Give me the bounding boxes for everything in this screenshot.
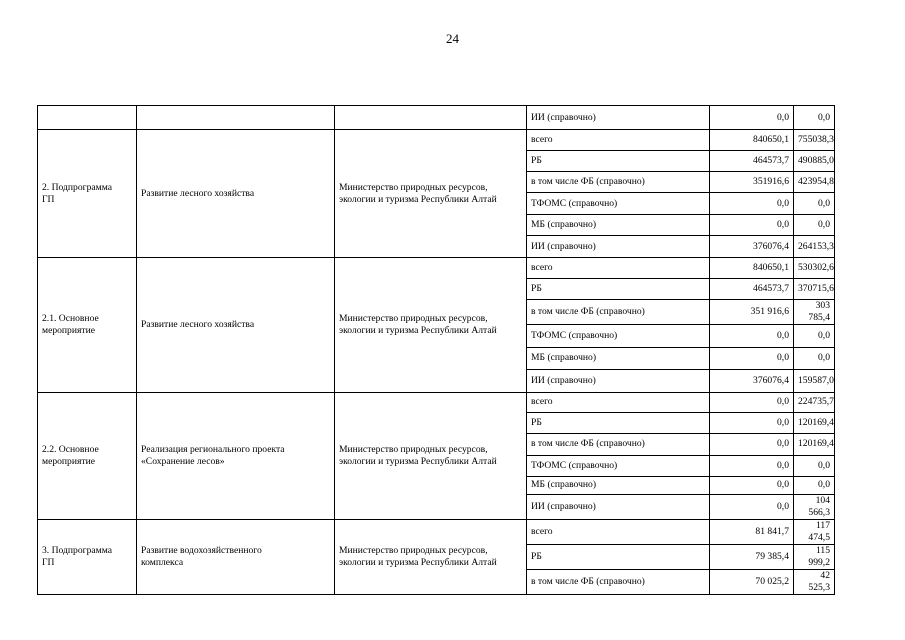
value-year1-cell: 351 916,6 xyxy=(710,300,794,325)
value-year2-cell: 0,0 xyxy=(794,455,835,476)
source-cell: в том числе ФБ (справочно) xyxy=(527,569,710,594)
executor-cell: Министерство природных ресурсов, экологии и туризма Республики Алтай xyxy=(335,519,527,594)
value-year2-cell: 224735,7 xyxy=(794,392,835,412)
source-cell: в том числе ФБ (справочно) xyxy=(527,172,710,193)
value-year2-cell: 42 525,3 xyxy=(794,569,835,594)
value-year1-cell: 70 025,2 xyxy=(710,569,794,594)
value-year2-cell: 117 474,5 xyxy=(794,519,835,544)
value-year2-cell: 0,0 xyxy=(794,193,835,215)
source-cell: РБ xyxy=(527,544,710,569)
value-year1-cell: 840650,1 xyxy=(710,258,794,279)
name-cell xyxy=(137,106,335,130)
value-year2-cell: 370715,6 xyxy=(794,279,835,300)
name-cell: Развитие лесного хозяйства xyxy=(137,258,335,393)
funding-table xyxy=(37,105,835,595)
value-year1-cell: 79 385,4 xyxy=(710,544,794,569)
source-cell: РБ xyxy=(527,279,710,300)
value-year1-cell: 81 841,7 xyxy=(710,519,794,544)
value-year2-cell: 264153,3 xyxy=(794,236,835,258)
value-year2-cell: 120169,4 xyxy=(794,433,835,455)
source-cell: МБ (справочно) xyxy=(527,215,710,236)
source-cell: ИИ (справочно) xyxy=(527,494,710,519)
value-year2-cell: 0,0 xyxy=(794,106,835,130)
source-cell: ТФОМС (справочно) xyxy=(527,455,710,476)
value-year2-cell: 0,0 xyxy=(794,324,835,347)
source-cell: РБ xyxy=(527,151,710,172)
source-cell: всего xyxy=(527,258,710,279)
value-year1-cell: 351916,6 xyxy=(710,172,794,193)
value-year2-cell: 159587,0 xyxy=(794,369,835,392)
source-cell: всего xyxy=(527,392,710,412)
table-row xyxy=(38,106,835,130)
source-cell: ИИ (справочно) xyxy=(527,106,710,130)
executor-cell: Министерство природных ресурсов, экологии и туризма Республики Алтай xyxy=(335,258,527,393)
program-cell: 3. Подпрограмма ГП xyxy=(38,519,137,594)
source-cell: в том числе ФБ (справочно) xyxy=(527,300,710,325)
program-cell xyxy=(38,106,137,130)
value-year2-cell: 303 785,4 xyxy=(794,300,835,325)
table-row xyxy=(38,258,835,279)
source-cell: РБ xyxy=(527,412,710,433)
name-cell: Развитие водохозяйственного комплекса xyxy=(137,519,335,594)
source-cell: ИИ (справочно) xyxy=(527,369,710,392)
program-cell: 2. Подпрограмма ГП xyxy=(38,130,137,258)
value-year1-cell: 0,0 xyxy=(710,412,794,433)
source-cell: ТФОМС (справочно) xyxy=(527,193,710,215)
value-year1-cell: 0,0 xyxy=(710,433,794,455)
value-year1-cell: 0,0 xyxy=(710,106,794,130)
source-cell: всего xyxy=(527,519,710,544)
table-row xyxy=(38,130,835,151)
value-year2-cell: 490885,0 xyxy=(794,151,835,172)
value-year1-cell: 0,0 xyxy=(710,476,794,494)
source-cell: в том числе ФБ (справочно) xyxy=(527,433,710,455)
value-year1-cell: 0,0 xyxy=(710,347,794,369)
value-year1-cell: 464573,7 xyxy=(710,279,794,300)
executor-cell: Министерство природных ресурсов, экологии и туризма Республики Алтай xyxy=(335,130,527,258)
source-cell: всего xyxy=(527,130,710,151)
value-year2-cell: 530302,6 xyxy=(794,258,835,279)
program-cell: 2.2. Основное мероприятие xyxy=(38,392,137,519)
executor-cell xyxy=(335,106,527,130)
source-cell: ИИ (справочно) xyxy=(527,236,710,258)
program-cell: 2.1. Основное мероприятие xyxy=(38,258,137,393)
source-cell: МБ (справочно) xyxy=(527,347,710,369)
value-year2-cell: 115 999,2 xyxy=(794,544,835,569)
value-year1-cell: 376076,4 xyxy=(710,236,794,258)
value-year1-cell: 464573,7 xyxy=(710,151,794,172)
value-year1-cell: 0,0 xyxy=(710,193,794,215)
value-year1-cell: 840650,1 xyxy=(710,130,794,151)
executor-cell: Министерство природных ресурсов, экологии и туризма Республики Алтай xyxy=(335,392,527,519)
value-year2-cell: 755038,3 xyxy=(794,130,835,151)
value-year1-cell: 0,0 xyxy=(710,324,794,347)
value-year2-cell: 0,0 xyxy=(794,347,835,369)
page-number: 24 xyxy=(446,31,459,46)
name-cell: Развитие лесного хозяйства xyxy=(137,130,335,258)
value-year1-cell: 0,0 xyxy=(710,494,794,519)
value-year1-cell: 0,0 xyxy=(710,215,794,236)
name-cell: Реализация регионального проекта «Сохранение лесов» xyxy=(137,392,335,519)
value-year2-cell: 423954,8 xyxy=(794,172,835,193)
value-year2-cell: 120169,4 xyxy=(794,412,835,433)
value-year2-cell: 104 566,3 xyxy=(794,494,835,519)
source-cell: ТФОМС (справочно) xyxy=(527,324,710,347)
value-year2-cell: 0,0 xyxy=(794,476,835,494)
value-year1-cell: 0,0 xyxy=(710,455,794,476)
table-row xyxy=(38,519,835,544)
value-year1-cell: 0,0 xyxy=(710,392,794,412)
value-year2-cell: 0,0 xyxy=(794,215,835,236)
table-row xyxy=(38,392,835,412)
value-year1-cell: 376076,4 xyxy=(710,369,794,392)
source-cell: МБ (справочно) xyxy=(527,476,710,494)
